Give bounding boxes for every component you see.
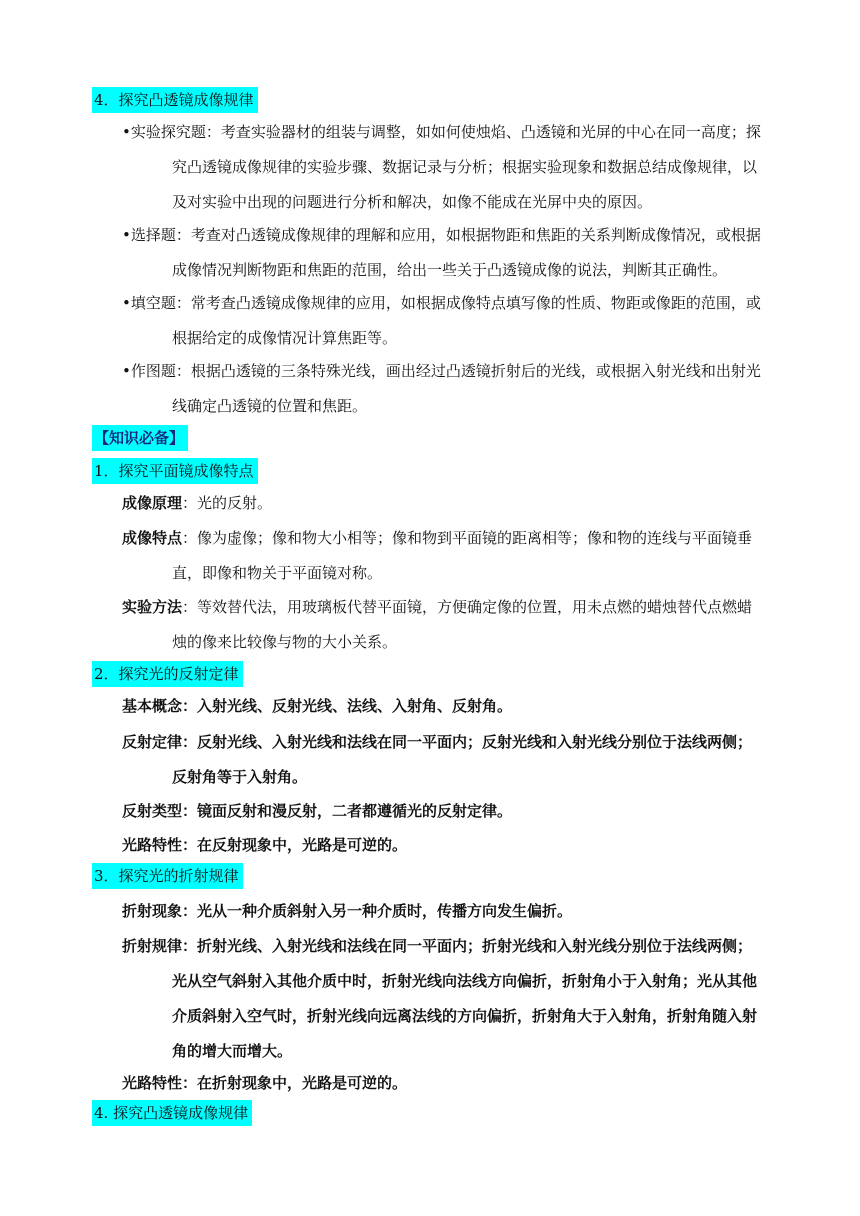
exam-point-line: 线确定凸透镜的位置和焦距。	[172, 397, 368, 415]
section-heading-refraction: 3．探究光的折射规律	[92, 863, 243, 889]
section-heading-plane-mirror: 1．探究平面镜成像特点	[92, 458, 258, 484]
exam-point-line: •实验探究题：考查实验器材的组装与调整，如如何使烛焰、凸透镜和光屏的中心在同一高度；探	[122, 123, 761, 141]
exam-point-fill-blank	[122, 286, 770, 356]
refraction-phenomenon-text: 折射现象：光从一种介质斜射入另一种介质时，传播方向发生偏折。	[122, 902, 573, 920]
section-heading-convex-lens: 4. 探究凸透镜成像规律	[92, 1100, 252, 1126]
refraction-path	[122, 1066, 770, 1101]
mirror-method	[122, 590, 770, 660]
mirror-features-text: ：像为虚像；像和物大小相等；像和物到平面镜的距离相等；像和物的连线与平面镜垂	[182, 529, 753, 547]
exam-point-experiment	[122, 115, 770, 220]
refraction-law	[122, 929, 770, 1069]
knowledge-heading: 【知识必备】	[92, 425, 188, 451]
section-heading-reflection: 2．探究光的反射定律	[92, 661, 243, 687]
refraction-path-text: 光路特性：在折射现象中，光路是可逆的。	[122, 1074, 408, 1092]
reflection-concept-text: 基本概念：入射光线、反射光线、法线、入射角、反射角。	[122, 697, 513, 715]
exam-point-choice	[122, 218, 770, 288]
refraction-law-text: 介质斜射入空气时，折射光线向远离法线的方向偏折，折射角大于入射角，折射角随入射	[172, 1007, 758, 1025]
exam-point-line: 成像情况判断物距和焦距的范围，给出一些关于凸透镜成像的说法，判断其正确性。	[172, 261, 728, 279]
exam-point-line: 及对实验中出现的问题进行分析和解决，如像不能成在光屏中央的原因。	[172, 193, 653, 211]
refraction-law-text: 角的增大而增大。	[172, 1042, 293, 1060]
mirror-method-text: ：等效替代法，用玻璃板代替平面镜，方便确定像的位置，用未点燃的蜡烛替代点燃蜡	[182, 598, 753, 616]
mirror-method-label: 实验方法	[122, 598, 183, 616]
exam-point-line: 究凸透镜成像规律的实验步骤、数据记录与分析；根据实验现象和数据总结成像规律，以	[172, 158, 758, 176]
exam-point-line: •填空题：常考查凸透镜成像规律的应用，如根据成像特点填写像的性质、物距或像距的范围，或	[122, 294, 761, 312]
reflection-law-text: 反射定律：反射光线、入射光线和法线在同一平面内；反射光线和入射光线分别位于法线两侧；	[122, 733, 753, 751]
mirror-principle-text: ：光的反射。	[182, 494, 273, 512]
refraction-law-text: 光从空气斜射入其他介质中时，折射光线向法线方向偏折，折射角小于入射角；光从其他	[172, 972, 758, 990]
reflection-types	[122, 794, 770, 829]
exam-point-line: •选择题：考查对凸透镜成像规律的理解和应用，如根据物距和焦距的关系判断成像情况，或根据	[122, 226, 761, 244]
reflection-concept	[122, 689, 770, 724]
reflection-path-text: 光路特性：在反射现象中，光路是可逆的。	[122, 836, 408, 854]
reflection-path	[122, 828, 770, 863]
reflection-law	[122, 725, 770, 795]
mirror-principle-label: 成像原理	[122, 494, 183, 512]
reflection-types-text: 反射类型：镜面反射和漫反射，二者都遵循光的反射定律。	[122, 802, 513, 820]
exam-point-line: •作图题：根据凸透镜的三条特殊光线，画出经过凸透镜折射后的光线，或根据入射光线和出射光	[122, 362, 761, 380]
mirror-principle	[122, 486, 770, 521]
refraction-law-text: 折射规律：折射光线、入射光线和法线在同一平面内；折射光线和入射光线分别位于法线两侧；	[122, 937, 753, 955]
exam-point-drawing	[122, 354, 770, 424]
mirror-method-text: 烛的像来比较像与物的大小关系。	[172, 633, 398, 651]
exam-point-line: 根据给定的成像情况计算焦距等。	[172, 329, 398, 347]
mirror-features	[122, 521, 770, 591]
reflection-law-text: 反射角等于入射角。	[172, 768, 308, 786]
mirror-features-text: 直，即像和物关于平面镜对称。	[172, 564, 383, 582]
mirror-features-label: 成像特点	[122, 529, 183, 547]
section-heading-convex-lens-top: 4．探究凸透镜成像规律	[92, 87, 258, 113]
refraction-phenomenon	[122, 894, 770, 929]
